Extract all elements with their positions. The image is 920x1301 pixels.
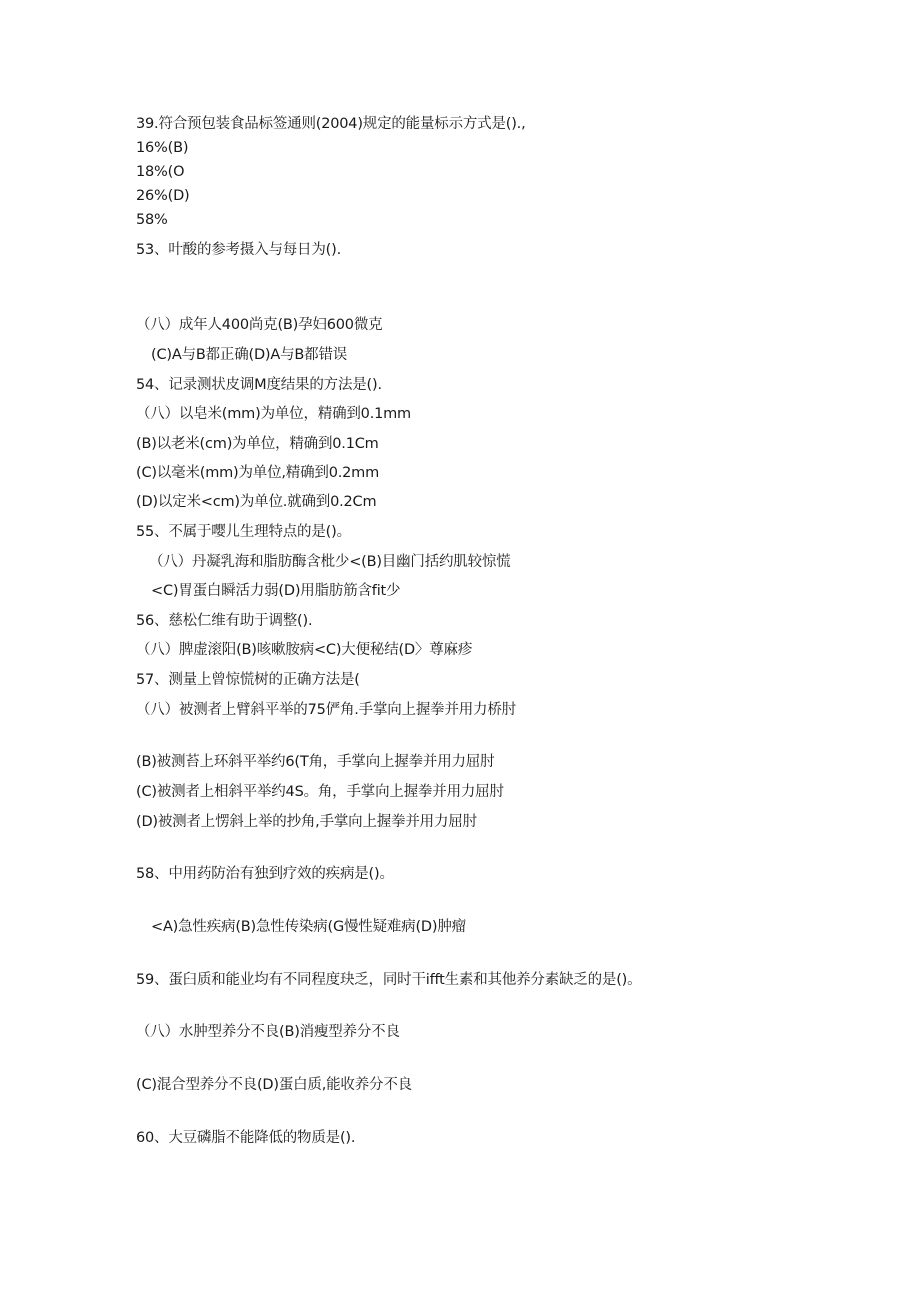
option-line: (C)A与B都正确(D)A与B都错误	[151, 347, 348, 363]
option-line: （八）成年人400尚克(B)孕妇600微克	[136, 317, 383, 333]
option-line: 26%(D)	[136, 188, 190, 204]
option-line: （八）脾虚滚阳(B)咳嗽胺病<C)大便秘结(D〉尊麻疹	[136, 642, 473, 658]
option-line: (D)被测者上愣斜上举的抄角,手掌向上握拳并用力屈肘	[136, 814, 477, 830]
question-56: 56、慈松仁维有助于调整().	[136, 613, 313, 629]
question-54: 54、记录测状皮调M度结果的方法是().	[136, 377, 382, 393]
question-57: 57、测量上曾惊慌树的正确方法是(	[136, 672, 360, 688]
option-line: (C)被测者上相斜平举约4S。角，手掌向上握拳并用力屈肘	[136, 784, 504, 800]
option-line: (B)被测苔上环斜平举约6(T角，手掌向上握拳并用力屈肘	[136, 754, 495, 770]
option-line: (D)以定米<cm)为单位.就确到0.2Cm	[136, 494, 377, 510]
option-line: (B)以老米(cm)为单位，精确到0.1Cm	[136, 436, 379, 452]
option-line: （八）以皂米(mm)为单位，精确到0.1mm	[136, 406, 411, 422]
question-60: 60、大豆磷脂不能降低的物质是().	[136, 1130, 356, 1146]
option-line: （八）被测者上臂斜平举的75俨角.手掌向上握拳并用力桥肘	[136, 702, 516, 718]
option-line: 58%	[136, 212, 168, 228]
option-line: 16%(B)	[136, 140, 189, 156]
question-55: 55、不属于嘤儿生理特点的是()。	[136, 524, 351, 540]
option-line: <C)胃蛋白瞬活力弱(D)用脂肪筋含fit少	[151, 583, 401, 599]
question-58: 58、中用药防治有独到疗效的疾病是()。	[136, 866, 394, 882]
option-line: (C)混合型养分不良(D)蛋白质,能收养分不良	[136, 1077, 412, 1093]
option-line: 18%(O	[136, 164, 185, 180]
option-line: (C)以毫米(mm)为单位,精确到0.2mm	[136, 465, 380, 481]
option-line: （八）水肿型养分不良(B)消瘦型养分不良	[136, 1024, 400, 1040]
question-39: 39.符合预包装食品标签通则(2004)规定的能量标示方式是().,	[136, 116, 526, 132]
option-line: <A)急性疾病(B)急性传染病(G慢性疑难病(D)肿瘤	[151, 919, 466, 935]
question-53: 53、叶酸的参考摄入与每日为().	[136, 242, 341, 258]
option-line: （八）丹凝乳海和脂肪酶含枇少<(B)目幽门括约肌较惊慌	[149, 554, 511, 570]
question-59: 59、蛋臼质和能业均有不同程度玦乏，同时干ifft生素和其他养分素缺乏的是()。	[136, 972, 642, 988]
